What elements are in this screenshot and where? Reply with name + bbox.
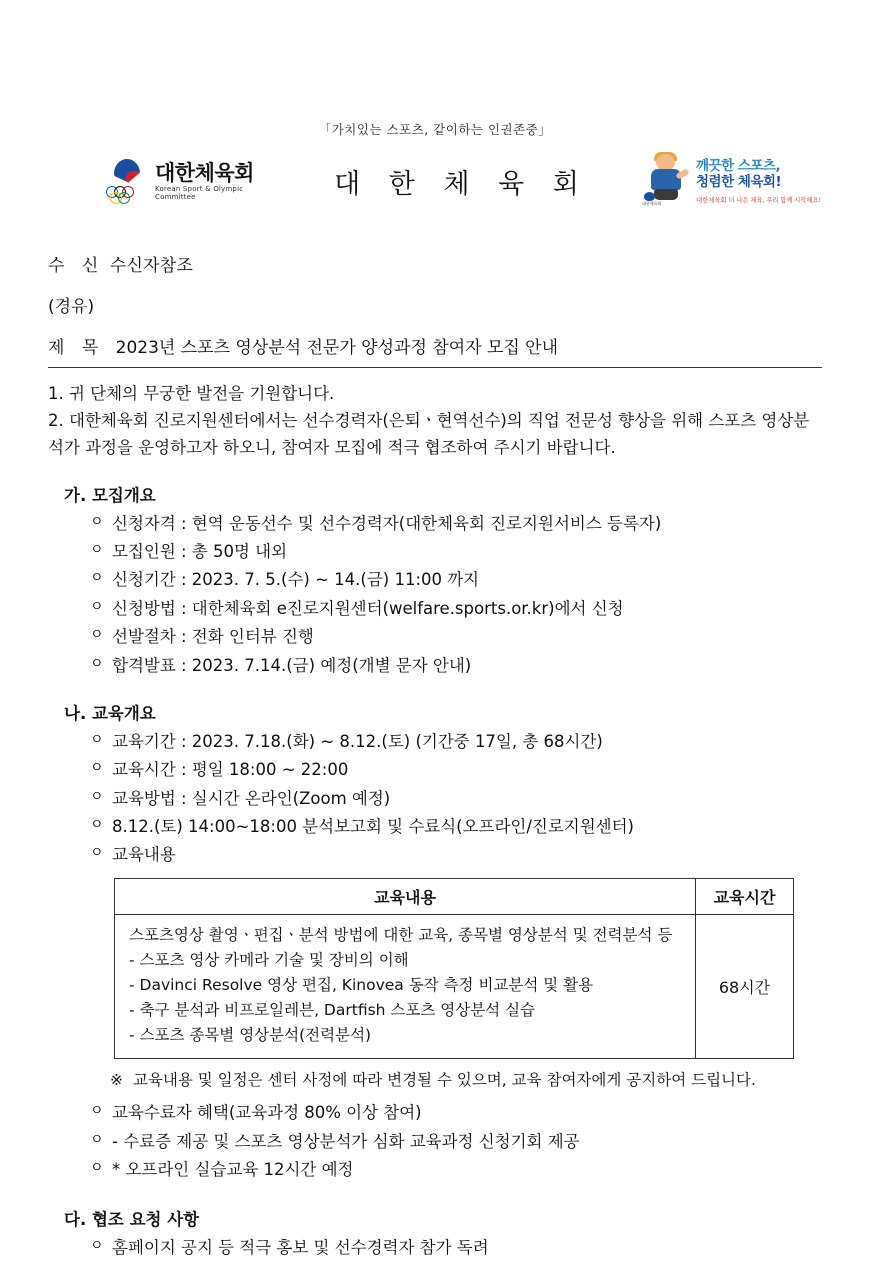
benefit-dash: ㅇ - 수료증 제공 및 스포츠 영상분석가 심화 교육과정 신청기회 제공: [90, 1128, 822, 1156]
list-item: ㅇ 신청기간 : 2023. 7. 5.(수) ~ 14.(금) 11:00 까지: [90, 566, 822, 594]
organization-logo: [48, 159, 263, 205]
kso-emblem-icon: [112, 159, 142, 185]
document-header: [48, 151, 822, 213]
bullet-list: [48, 1234, 822, 1262]
education-table: [114, 878, 794, 1060]
footnote-text: 교육내용 및 일정은 센터 사정에 따라 변경될 수 있으며, 교육 참여자에게 공지하여 드립니다.: [132, 1071, 756, 1090]
via-label: (경유): [48, 296, 95, 317]
recipient-label: 수 신: [48, 255, 105, 276]
list-item: ㅇ 합격발표 : 2023. 7.14.(금) 예정(개별 문자 안내): [90, 652, 822, 680]
list-item: ㅇ 교육시간 : 평일 18:00 ~ 22:00: [90, 756, 822, 784]
bullet-list: [48, 728, 822, 870]
mascot-icon: 대한체육회: [642, 154, 692, 206]
logo-name-en: Korean Sport & Olympic Committee: [155, 185, 244, 201]
education-table-wrapper: [114, 878, 794, 1060]
intro-paragraphs: [48, 381, 822, 462]
column-header-content: 교육내용: [115, 878, 696, 914]
subject-row: [48, 333, 822, 368]
olympic-rings-icon: [106, 159, 148, 205]
intro-line-2: 2. 대한체육회 진로지원센터에서는 선수경력자(은퇴ㆍ현역선수)의 직업 전문성 향상을 위해 스포츠 영상분석가 과정을 운영하고자 하오니, 참여자 모집에 적극 협조하여 주시기 바랍니다.: [48, 411, 810, 457]
list-item: ㅇ 교육수료자 혜택(교육과정 80% 이상 참여): [90, 1099, 822, 1127]
list-item: ㅇ 신청방법 : 대한체육회 e진로지원센터(welfare.sports.or.kr)에서 신청: [90, 595, 822, 623]
content-line: 스포츠영상 촬영ㆍ편집ㆍ분석 방법에 대한 교육, 종목별 영상분석 및 전력분석 등: [129, 925, 673, 944]
cell-content: [115, 914, 696, 1059]
campaign-badge: [640, 152, 822, 212]
content-line: - 스포츠 영상 카메라 기술 및 장비의 이해: [129, 950, 409, 969]
footnote-mark: ※: [110, 1071, 123, 1090]
subject-label: 제 목: [48, 337, 105, 358]
benefit-star: ㅇ * 오프라인 실습교육 12시간 예정: [90, 1156, 822, 1184]
list-item: ㅇ 홈페이지 공지 등 적극 홍보 및 선수경력자 참가 독려: [90, 1234, 822, 1262]
badge-line-2: 청렴한 체육회!: [696, 174, 782, 190]
logo-name-kr: 대한체육회: [155, 161, 254, 186]
column-header-hours: 교육시간: [696, 878, 794, 914]
list-item: ㅇ 모집인원 : 총 50명 내외: [90, 538, 822, 566]
recipient-row: [48, 251, 822, 276]
content-line: - Davinci Resolve 영상 편집, Kinovea 동작 측정 비교분석 및 활용: [129, 976, 594, 994]
table-footnote: [110, 1068, 822, 1090]
page-title: 대 한 체 육 회: [334, 169, 589, 200]
logo-text: [155, 162, 263, 201]
list-item: ㅇ 교육기간 : 2023. 7.18.(화) ~ 8.12.(토) (기간중 17일, 총 68시간): [90, 728, 822, 756]
subject-value: 2023년 스포츠 영상분석 전문가 양성과정 참여자 모집 안내: [115, 337, 559, 358]
list-item: ㅇ 교육내용: [90, 841, 822, 869]
list-item: ㅇ 신청자격 : 현역 운동선수 및 선수경력자(대한체육회 진로지원서비스 등록자): [90, 510, 822, 538]
bullet-list: [48, 510, 822, 680]
section-cooperation: [48, 1206, 822, 1262]
recipient-value: 수신자참조: [109, 255, 193, 276]
list-note: ㅇ 8.12.(토) 14:00~18:00 분석보고회 및 수료식(오프라인/진로지원센터): [90, 813, 822, 841]
intro-line-1: 1. 귀 단체의 무궁한 발전을 기원합니다.: [48, 383, 335, 403]
cell-hours: 68시간: [696, 914, 794, 1059]
rings-icon: [106, 186, 148, 205]
table-header-row: [115, 878, 794, 914]
content-line: - 축구 분석과 비프로일레븐, Dartfish 스포츠 영상분석 실습: [129, 1001, 536, 1020]
list-item: ㅇ 교육방법 : 실시간 온라인(Zoom 예정): [90, 785, 822, 813]
section-title: 다. 협조 요청 사항: [64, 1210, 200, 1230]
badge-line-1: 깨끗한 스포츠,: [696, 158, 781, 175]
section-recruitment: [48, 482, 822, 680]
section-title: 가. 모집개요: [64, 485, 156, 505]
section-title: 나. 교육개요: [64, 703, 156, 723]
table-row: [115, 914, 794, 1059]
section-education: [48, 700, 822, 1185]
list-item: ㅇ 선발절차 : 전화 인터뷰 진행: [90, 623, 822, 651]
content-line: - 스포츠 종목별 영상분석(전력분석): [129, 1026, 372, 1045]
badge-line-3: 대한체육회 더 나은 체육, 우리 함께 시작해요!: [696, 195, 821, 204]
slogan-text: 「가치있는 스포츠, 같이하는 인권존중」: [318, 122, 552, 137]
benefit-list: [48, 1099, 822, 1184]
